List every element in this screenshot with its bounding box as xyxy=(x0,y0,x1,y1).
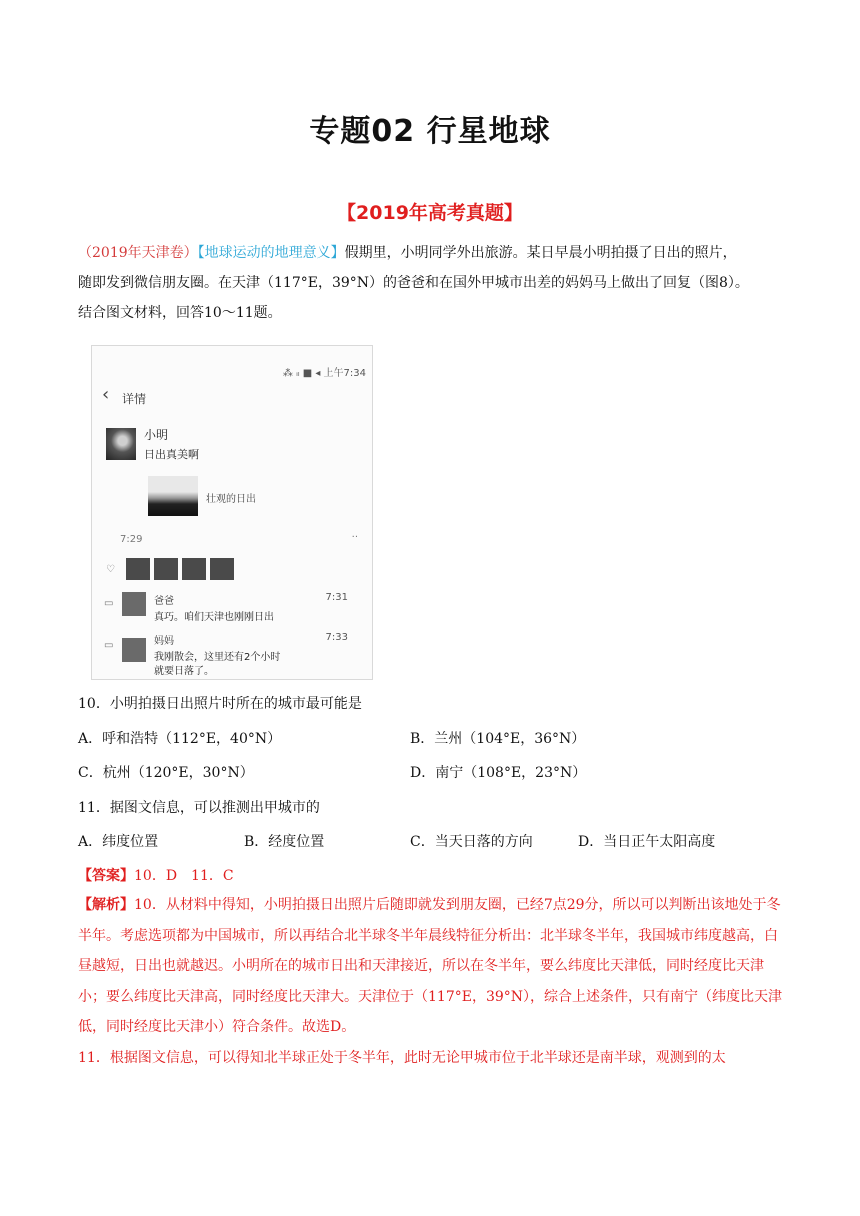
heart-icon: ♡ xyxy=(106,564,115,575)
analysis-paragraph-1: 10．从材料中得知，小明拍摄日出照片后随即就发到朋友圈，已经7点29分，所以可以判断出该地处于冬半年。考虑选项都为中国城市，所以再结合北半球冬半年晨线特征分析出：北半球冬半年，我国城市纬度越高，白昼越短，日出也就越迟。小明所在的城市日出和天津接近，所以在冬半年，要么纬度比天津低，同时经度比天津小；要么纬度比天津高，同时经度比天津大。天津位于（117°E，39°N），综合上述条件，只有南宁（纬度比天津低，同时经度比天津小）符合条件。故选D。 xyxy=(78,897,783,1036)
q10-option-c: C．杭州（120°E，30°N） xyxy=(78,765,254,781)
commenter-name: 爸爸 xyxy=(154,596,174,607)
post-text: 日出真美啊 xyxy=(144,448,199,461)
intro-text-2: 随即发到微信朋友圈。在天津（117°E，39°N）的爸爸和在国外甲城市出差的妈妈马上做出了回复（图8）。 xyxy=(78,275,749,291)
q10-option-a: A．呼和浩特（112°E，40°N） xyxy=(78,731,282,747)
comment-text: 真巧。咱们天津也刚刚日出 xyxy=(154,612,274,623)
topic-tag: 【地球运动的地理意义】 xyxy=(197,245,345,261)
comment-time: 7:33 xyxy=(325,632,348,643)
analysis-label: 【解析】 xyxy=(78,897,134,913)
like-avatar xyxy=(126,558,150,580)
q11-option-a: A．纬度位置 xyxy=(78,834,159,850)
answer-text: 10．D 11．C xyxy=(134,868,234,884)
q11-option-c: C．当天日落的方向 xyxy=(410,834,533,850)
commenter-avatar xyxy=(122,638,146,662)
question-10-stem: 10．小明拍摄日出照片时所在的城市最可能是 xyxy=(78,696,362,712)
exam-source: （2019年天津卷） xyxy=(78,245,198,261)
like-avatar xyxy=(210,558,234,580)
photo-caption: 壮观的日出 xyxy=(206,494,256,505)
section-heading: 【2019年高考真题】 xyxy=(337,202,523,224)
comment-time: 7:31 xyxy=(325,592,348,603)
q11-option-b: B．经度位置 xyxy=(244,834,325,850)
like-avatar xyxy=(154,558,178,580)
poster-name: 小明 xyxy=(144,428,169,442)
page-title: 专题02 行星地球 xyxy=(309,114,551,149)
back-icon: ‹ xyxy=(102,384,110,405)
q10-option-b: B．兰州（104°E，36°N） xyxy=(410,731,586,747)
comment-text: 我刚散会，这里还有2个小时 xyxy=(154,652,281,663)
status-bar: ⁂ ᵢₗ ■ ◂ 上午7:34 xyxy=(282,368,366,379)
figure-header: 详情 xyxy=(122,392,147,406)
comment-icon: ▭ xyxy=(104,598,114,609)
q10-option-d: D．南宁（108°E，23°N） xyxy=(410,765,587,781)
commenter-name: 妈妈 xyxy=(154,636,174,647)
comment-text: 就要日落了。 xyxy=(154,666,214,677)
wechat-moments-figure xyxy=(91,345,373,680)
comment-icon: ▭ xyxy=(104,640,114,651)
intro-text-1: 假期里，小明同学外出旅游。某日早晨小明拍摄了日出的照片， xyxy=(344,245,737,261)
sunrise-photo xyxy=(148,476,198,516)
intro-text-3: 结合图文材料，回答10～11题。 xyxy=(78,305,282,321)
answer-line xyxy=(78,865,234,885)
like-avatar xyxy=(182,558,206,580)
post-time: 7:29 xyxy=(120,534,143,545)
more-icon: ·· xyxy=(351,532,358,543)
question-11-stem: 11．据图文信息，可以推测出甲城市的 xyxy=(78,800,320,816)
q11-option-d: D．当日正午太阳高度 xyxy=(578,834,716,850)
analysis-paragraph-2: 11．根据图文信息，可以得知北半球正处于冬半年，此时无论甲城市位于北半球还是南半球，观测到的太 xyxy=(78,1049,726,1066)
avatar xyxy=(106,428,136,460)
analysis-block xyxy=(78,890,786,1074)
commenter-avatar xyxy=(122,592,146,616)
question-intro xyxy=(78,238,784,328)
answer-label: 【答案】 xyxy=(78,868,134,884)
